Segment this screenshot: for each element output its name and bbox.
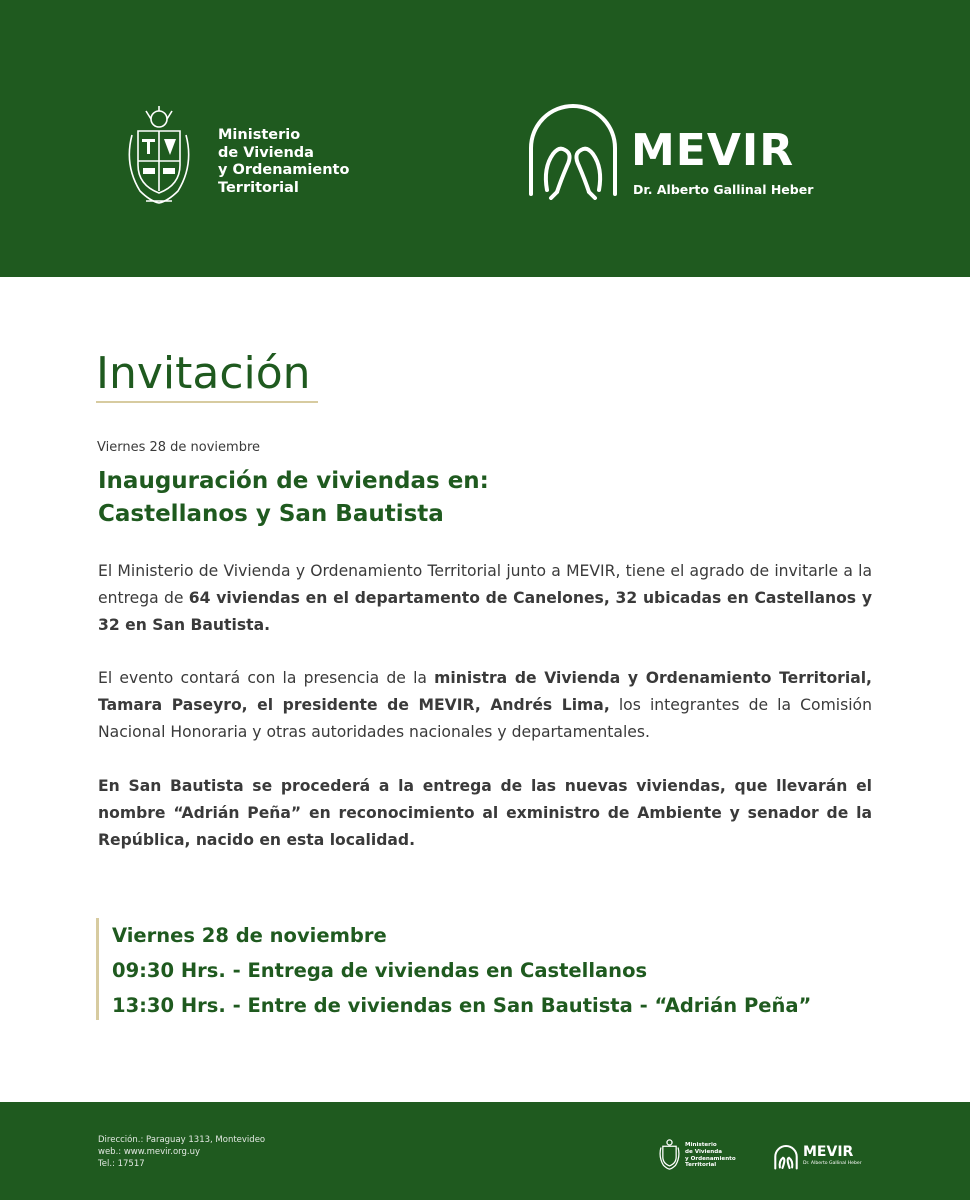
footer-banner xyxy=(0,1102,970,1200)
schedule-line: Viernes 28 de noviembre xyxy=(112,924,387,947)
ministry-line: y Ordenamiento xyxy=(685,1155,736,1162)
coat-of-arms-icon xyxy=(126,105,192,209)
event-title xyxy=(98,465,489,531)
coat-of-arms-icon xyxy=(659,1138,680,1171)
footer-web-link[interactable]: web.: www.mevir.org.uy xyxy=(98,1147,200,1157)
footer-ministry-name xyxy=(685,1142,736,1169)
birds-arch-icon xyxy=(527,98,619,200)
ministry-line: Territorial xyxy=(218,179,299,196)
footer-ministry-logo xyxy=(659,1138,769,1172)
event-schedule xyxy=(96,918,816,1020)
heading-underline xyxy=(96,401,318,403)
event-date: Viernes 28 de noviembre xyxy=(97,440,261,455)
paragraph-bold-text: ministra de Vivienda y Ordenamiento Territorial, Tamara Paseyro, el presidente de MEVIR, Andrés Lima, xyxy=(98,669,872,714)
ministry-name xyxy=(218,127,349,197)
event-title-line: Castellanos y San Bautista xyxy=(98,501,444,527)
ministry-line: Ministerio xyxy=(685,1142,717,1148)
event-title-line: Inauguración de viviendas en: xyxy=(98,468,489,494)
paragraph-san-bautista: En San Bautista se procederá a la entrega de las nuevas viviendas, que llevarán el nombre “Adrián Peña” en reconocimiento al exministro de Ambiente y senador de la República, nacido en esta localidad. xyxy=(98,777,872,849)
paragraph-text: El evento contará con la presencia de la xyxy=(98,669,435,687)
paragraph-text: los integrantes de la Comisión Nacional Honoraria y otras autoridades nacionales y departamentales. xyxy=(98,696,872,741)
footer-mevir-wordmark: MEVIR xyxy=(803,1144,854,1160)
paragraph-intro xyxy=(98,558,872,639)
paragraph-text: El Ministerio de Vivienda y Ordenamiento Territorial junto a MEVIR, tiene el agrado de invitarle a la entrega de xyxy=(98,562,872,607)
invitation-heading: Invitación xyxy=(96,348,311,399)
paragraph-attendees xyxy=(98,665,872,746)
ministry-line: y Ordenamiento xyxy=(218,162,350,178)
footer-mevir-logo xyxy=(774,1142,874,1172)
paragraph-bold-text: 64 viviendas en el departamento de Canelones, 32 ubicadas en Castellanos y 32 en San Bautista. xyxy=(98,589,872,634)
schedule-line: 09:30 Hrs. - Entrega de viviendas en Castellanos xyxy=(112,959,648,982)
footer-mevir-subtitle: Dr. Alberto Gallinal Heber xyxy=(803,1161,862,1166)
birds-arch-icon xyxy=(774,1144,798,1170)
ministry-logo xyxy=(126,105,366,211)
ministry-line: Ministerio xyxy=(218,127,301,143)
footer-phone: Tel.: 17517 xyxy=(98,1159,145,1169)
schedule-line: 13:30 Hrs. - Entre de viviendas en San Bautista - “Adrián Peña” xyxy=(112,994,812,1017)
ministry-line: de Vivienda xyxy=(685,1148,723,1155)
mevir-wordmark: MEVIR xyxy=(631,125,795,176)
ministry-line: Territorial xyxy=(685,1162,717,1169)
contact-info xyxy=(98,1134,265,1170)
header-banner xyxy=(0,0,970,277)
mevir-subtitle: Dr. Alberto Gallinal Heber xyxy=(633,182,814,197)
ministry-line: de Vivienda xyxy=(218,144,314,161)
mevir-logo xyxy=(527,98,837,200)
footer-address: Dirección.: Paraguay 1313, Montevideo xyxy=(98,1135,266,1145)
